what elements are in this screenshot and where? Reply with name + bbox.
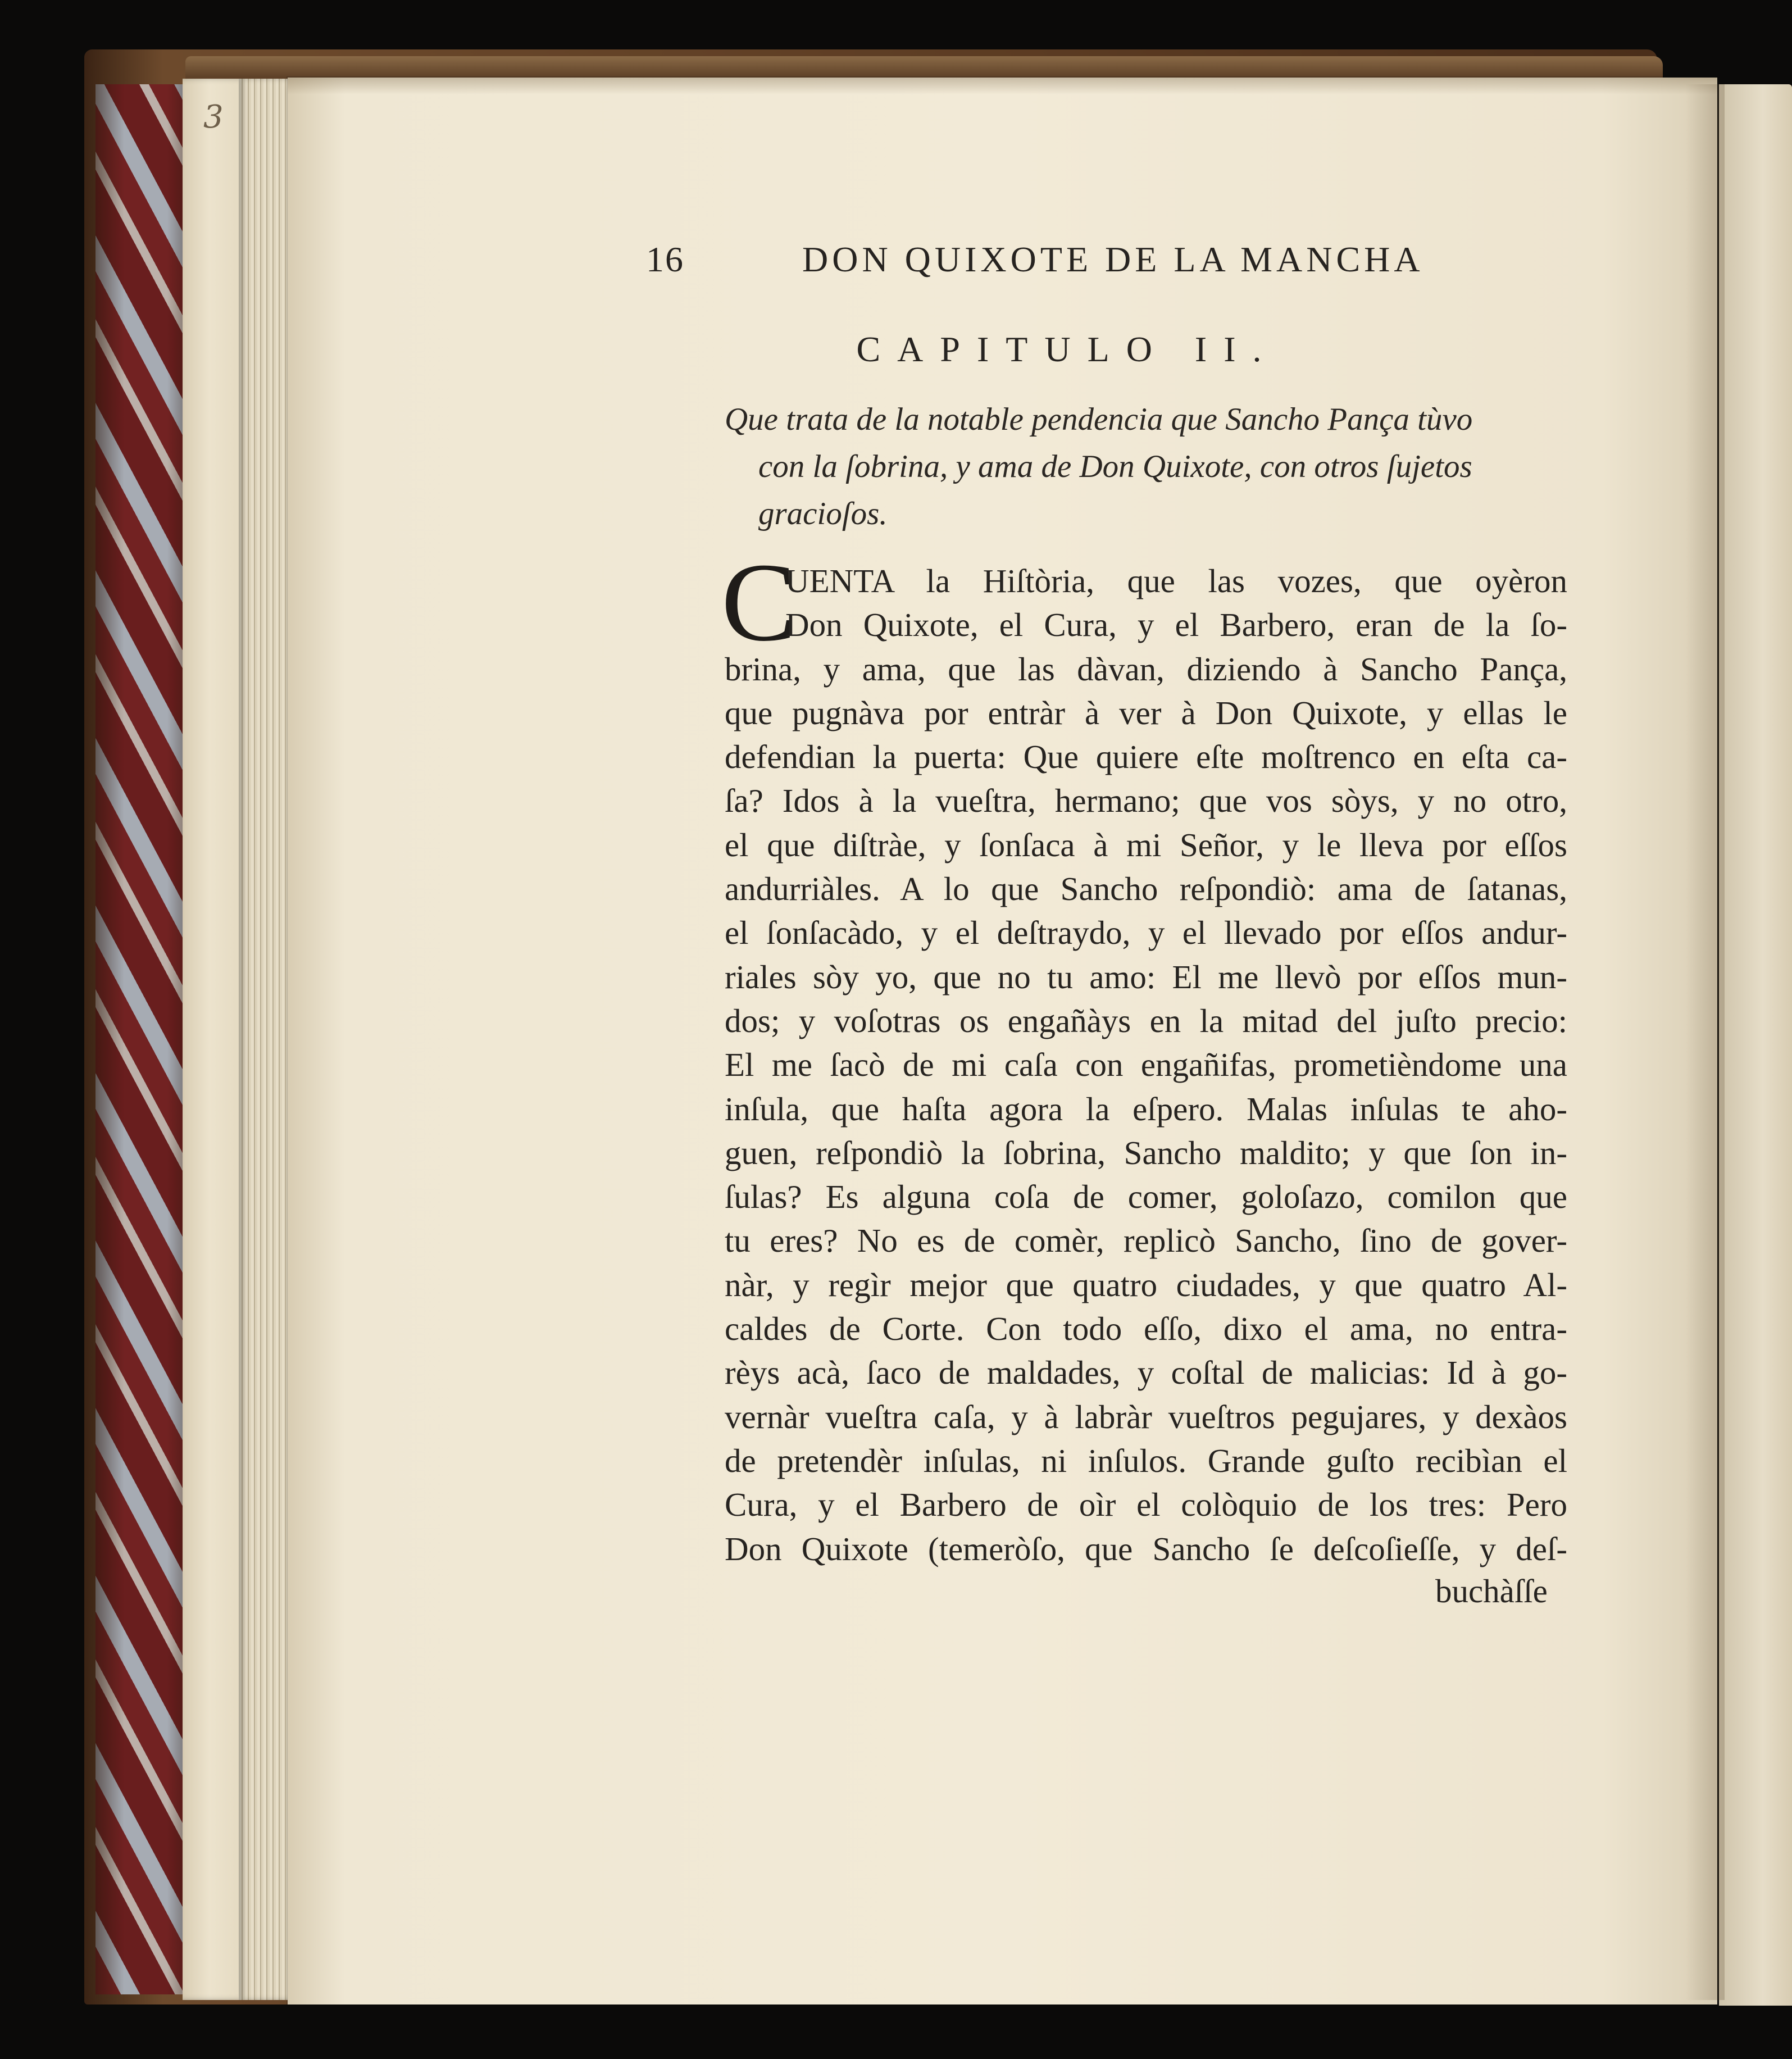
body-line: andurriàles. A lo que Sancho reſpondiò: ama de ſatanas, (725, 870, 1567, 908)
page-top-shadow (288, 78, 1717, 94)
facing-page-edge (1719, 84, 1792, 2006)
page-edges-stack (239, 79, 295, 2000)
body-line: de pretendèr inſulas, ni inſulos. Grande guſto recibìan el (725, 1442, 1567, 1479)
drop-cap: C (721, 540, 797, 665)
summary-line: Que trata de la notable pendencia que Sancho Pança tùvo (725, 402, 1473, 437)
flyleaf-pencil-mark: 3 (203, 99, 224, 135)
running-title: DON QUIXOTE DE LA MANCHA (802, 239, 1424, 279)
body-line: rèys acà, ſaco de maldades, y coſtal de malicias: Id à go- (725, 1354, 1567, 1392)
page-curl-shadow (1685, 84, 1725, 2000)
body-line: brina, y ama, que las dàvan, diziendo à Sancho Pança, (725, 650, 1567, 688)
page-number: 16 (646, 239, 684, 279)
body-line: guen, reſpondiò la ſobrina, Sancho maldito; y que ſon in- (725, 1134, 1567, 1171)
body-line: nàr, y regìr mejor que quatro ciudades, y que quatro Al- (725, 1266, 1567, 1303)
body-line: UENTA la Hiſtòria, que las vozes, que oyèron (785, 562, 1567, 599)
body-line: riales sòy yo, que no tu amo: El me llevò por eſſos mun- (725, 958, 1567, 996)
body-line: el que diſtràe, y ſonſaca à mi Señor, y le lleva por eſſos (725, 826, 1567, 863)
summary-line: gracioſos. (758, 496, 888, 531)
summary-line: con la ſobrina, y ama de Don Quixote, con otros ſujetos (758, 449, 1472, 484)
body-line: tu eres? No es de comèr, replicò Sancho, ſino de gover- (725, 1222, 1567, 1260)
body-line: Don Quixote (temeròſo, que Sancho ſe deſcoſieſſe, y deſ- (725, 1530, 1567, 1567)
body-line: El me ſacò de mi caſa con engañifas, prometièndome una (725, 1046, 1567, 1084)
catchword: buchàſſe (1435, 1572, 1548, 1610)
body-line: ſa? Idos à la vueſtra, hermano; que vos sòys, y no otro, (725, 782, 1567, 820)
chapter-heading: CAPITULO II. (856, 329, 1279, 369)
body-line: dos; y voſotras os engañàys en la mitad del juſto precio: (725, 1002, 1567, 1039)
body-line: Don Quixote, el Cura, y el Barbero, eran de la ſo- (785, 606, 1567, 644)
body-line: ſulas? Es alguna coſa de comer, goloſazo, comilon que (725, 1178, 1567, 1216)
running-header (646, 239, 1472, 284)
marbled-endpaper-shade (95, 84, 191, 1994)
body-line: vernàr vueſtra caſa, y à labràr vueſtros pegujares, y dexàos (725, 1398, 1567, 1435)
body-line: inſula, que haſta agora la eſpero. Malas inſulas te aho- (725, 1090, 1567, 1128)
body-line: defendian la puerta: Que quiere eſte moſtrenco en eſta ca- (725, 738, 1567, 776)
body-line: que pugnàva por entràr à ver à Don Quixote, y ellas le (725, 694, 1567, 731)
body-line: caldes de Corte. Con todo eſſo, dixo el ama, no entra- (725, 1310, 1567, 1348)
body-text (725, 559, 1567, 1571)
body-line: el ſonſacàdo, y el deſtraydo, y el llevado por eſſos andur- (725, 914, 1567, 952)
body-line: Cura, y el Barbero de oìr el colòquio de los tres: Pero (725, 1486, 1567, 1524)
chapter-summary (725, 396, 1567, 538)
cover-top-edge (185, 56, 1663, 79)
